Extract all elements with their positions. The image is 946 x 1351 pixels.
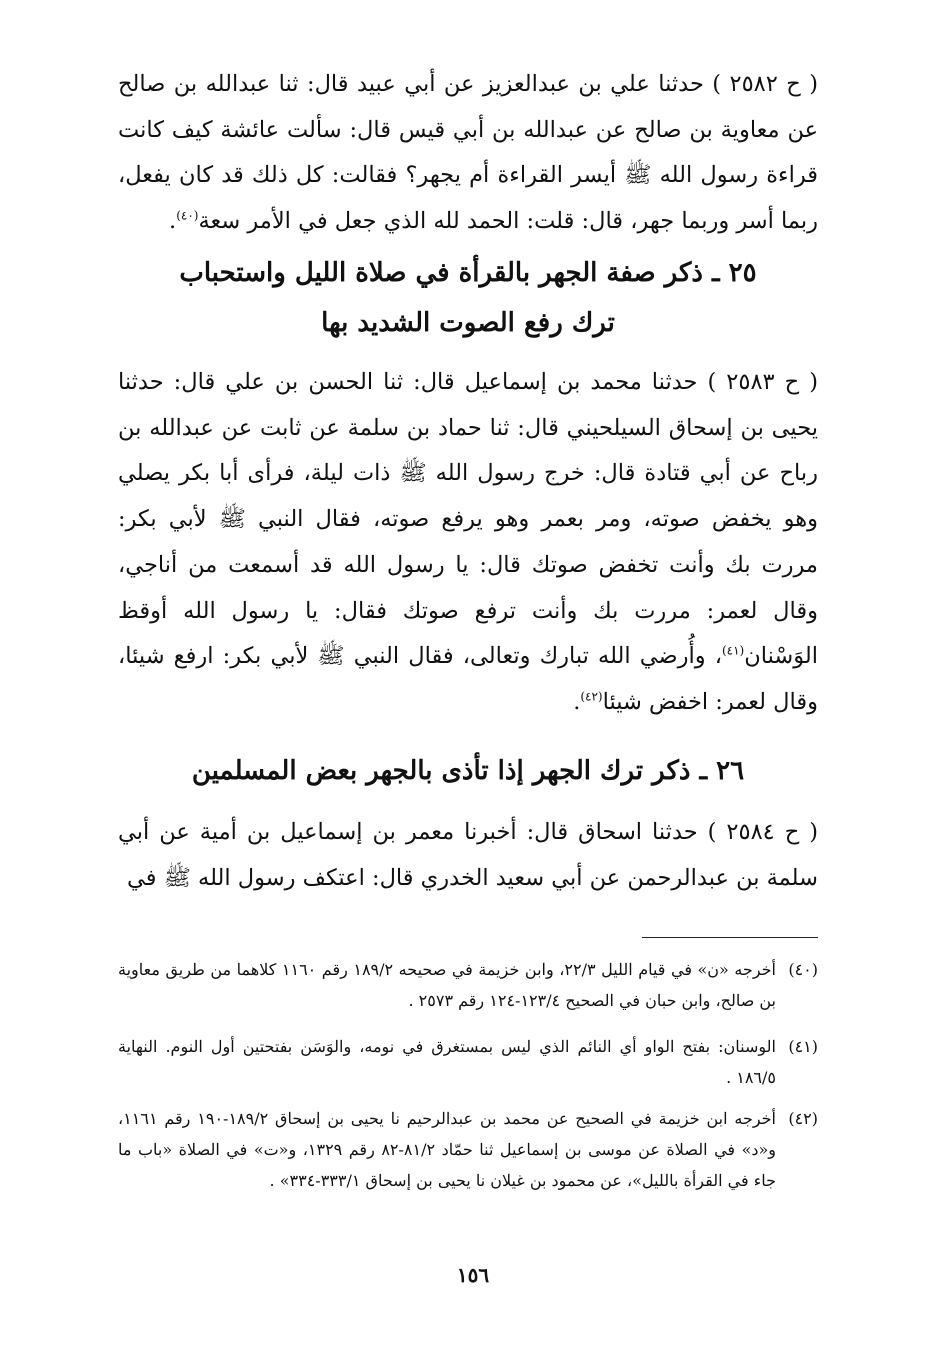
hadith-2583-text: ( ح ٢٥٨٣ ) حدثنا محمد بن إسماعيل قال: ثنا الحسن بن علي قال: حدثنا يحيى بن إسحاق السيلحيني قال: ثنا حماد بن سلمة عن ثابت عن عبدالله بن رباح عن أبي قتادة قال: خرج رسول الله ﷺ ذات ليلة، فرأى أبا بكر يصلي وهو يخفض صوته، ومر بعمر وهو يرفع صوته، فقال النبي ﷺ لأبي بكر: مررت بك وأنت تخفض صوتك قال: يا رسول الله قد أسمعت من أناجي، وقال لعمر: مررت بك وأنت ترفع صوتك فقال: يا رسول الله أوقظ الوَسْنان — [118, 369, 818, 670]
footnote-42 — [118, 1103, 818, 1196]
hadith-2582-text: ( ح ٢٥٨٢ ) حدثنا علي بن عبدالعزيز عن أبي عبيد قال: ثنا عبدالله بن صالح عن معاوية بن صالح عن عبدالله بن أبي قيس قال: سألت عائشة كيف كانت قراءة رسول الله ﷺ أيسر القراءة أم يجهر؟ فقالت: كل ذلك قد كان يفعل، ربما أسر وربما جهر، قال: قلت: الحمد لله الذي جعل في الأمر سعة — [118, 71, 818, 235]
hadith-2583 — [118, 360, 818, 726]
hadith-2584-text: ( ح ٢٥٨٤ ) حدثنا اسحاق قال: أخبرنا معمر بن إسماعيل بن أمية عن أبي سلمة بن عبدالرحمن عن أبي سعيد الخدري قال: اعتكف رسول الله ﷺ في — [118, 819, 819, 891]
footnote-divider — [642, 937, 818, 938]
section-heading-26 — [118, 746, 818, 796]
sentence-end: . — [573, 688, 581, 715]
footnote-text: الوسنان: بفتح الواو أي النائم الذي ليس بمستغرق في نومه، والوَسَن بفتحتين أول النوم. النهاية ١٨٦/٥ . — [118, 1037, 776, 1087]
section-heading-25-line-2: ترك رفع الصوت الشديد بها — [321, 308, 615, 338]
section-heading-25-line-1: ٢٥ ـ ذكر صفة الجهر بالقرأة في صلاة الليل واستحباب — [179, 258, 757, 288]
footnote-ref-40: (٤٠) — [176, 208, 199, 223]
footnote-number: (٤١) — [788, 1037, 818, 1056]
hadith-2583-continuation: ، وأُرضي الله تبارك وتعالى، فقال النبي ﷺ لأبي بكر: ارفع شيئا، وقال لعمر: اخفض شيئا — [118, 643, 818, 715]
section-heading-25 — [118, 248, 818, 348]
section-heading-26-line: ٢٦ ـ ذكر ترك الجهر إذا تأذى بالجهر بعض المسلمين — [191, 756, 745, 786]
sentence-end: . — [169, 208, 177, 235]
footnote-text: أخرجه «ن» في قيام الليل ٢٢/٣، وابن خزيمة في صحيحه ١٨٩/٢ رقم ١١٦٠ كلاهما من طريق معاوية بن صالح، وابن حبان في الصحيح ١٢٣/٤-١٢٤ رقم ٢٥٧٣ . — [118, 960, 776, 1010]
footnote-text: أخرجه ابن خزيمة في الصحيح عن محمد بن عبدالرحيم نا يحيى بن إسحاق ١٨٩/٢-١٩٠ رقم ١١٦١، و«د» في الصلاة عن موسى بن إسماعيل ثنا حمّاد ٨١/٢-٨٢ رقم ١٣٢٩، و«ت» في الصلاة «باب ما جاء في القرأة بالليل»، عن محمود بن غيلان نا يحيى بن إسحاق ٣٣٣/١-٣٣٤» . — [118, 1109, 777, 1190]
footnote-ref-41: (٤١) — [721, 643, 745, 658]
footnote-number: (٤٠) — [788, 960, 818, 979]
footnote-ref-42: (٤٢) — [580, 689, 603, 704]
hadith-2584 — [118, 810, 818, 901]
page-number: ١٥٦ — [456, 1263, 490, 1287]
footnote-number: (٤٢) — [788, 1109, 818, 1128]
footnote-41 — [118, 1031, 818, 1093]
footnote-40 — [118, 954, 818, 1016]
hadith-2582 — [118, 62, 818, 245]
